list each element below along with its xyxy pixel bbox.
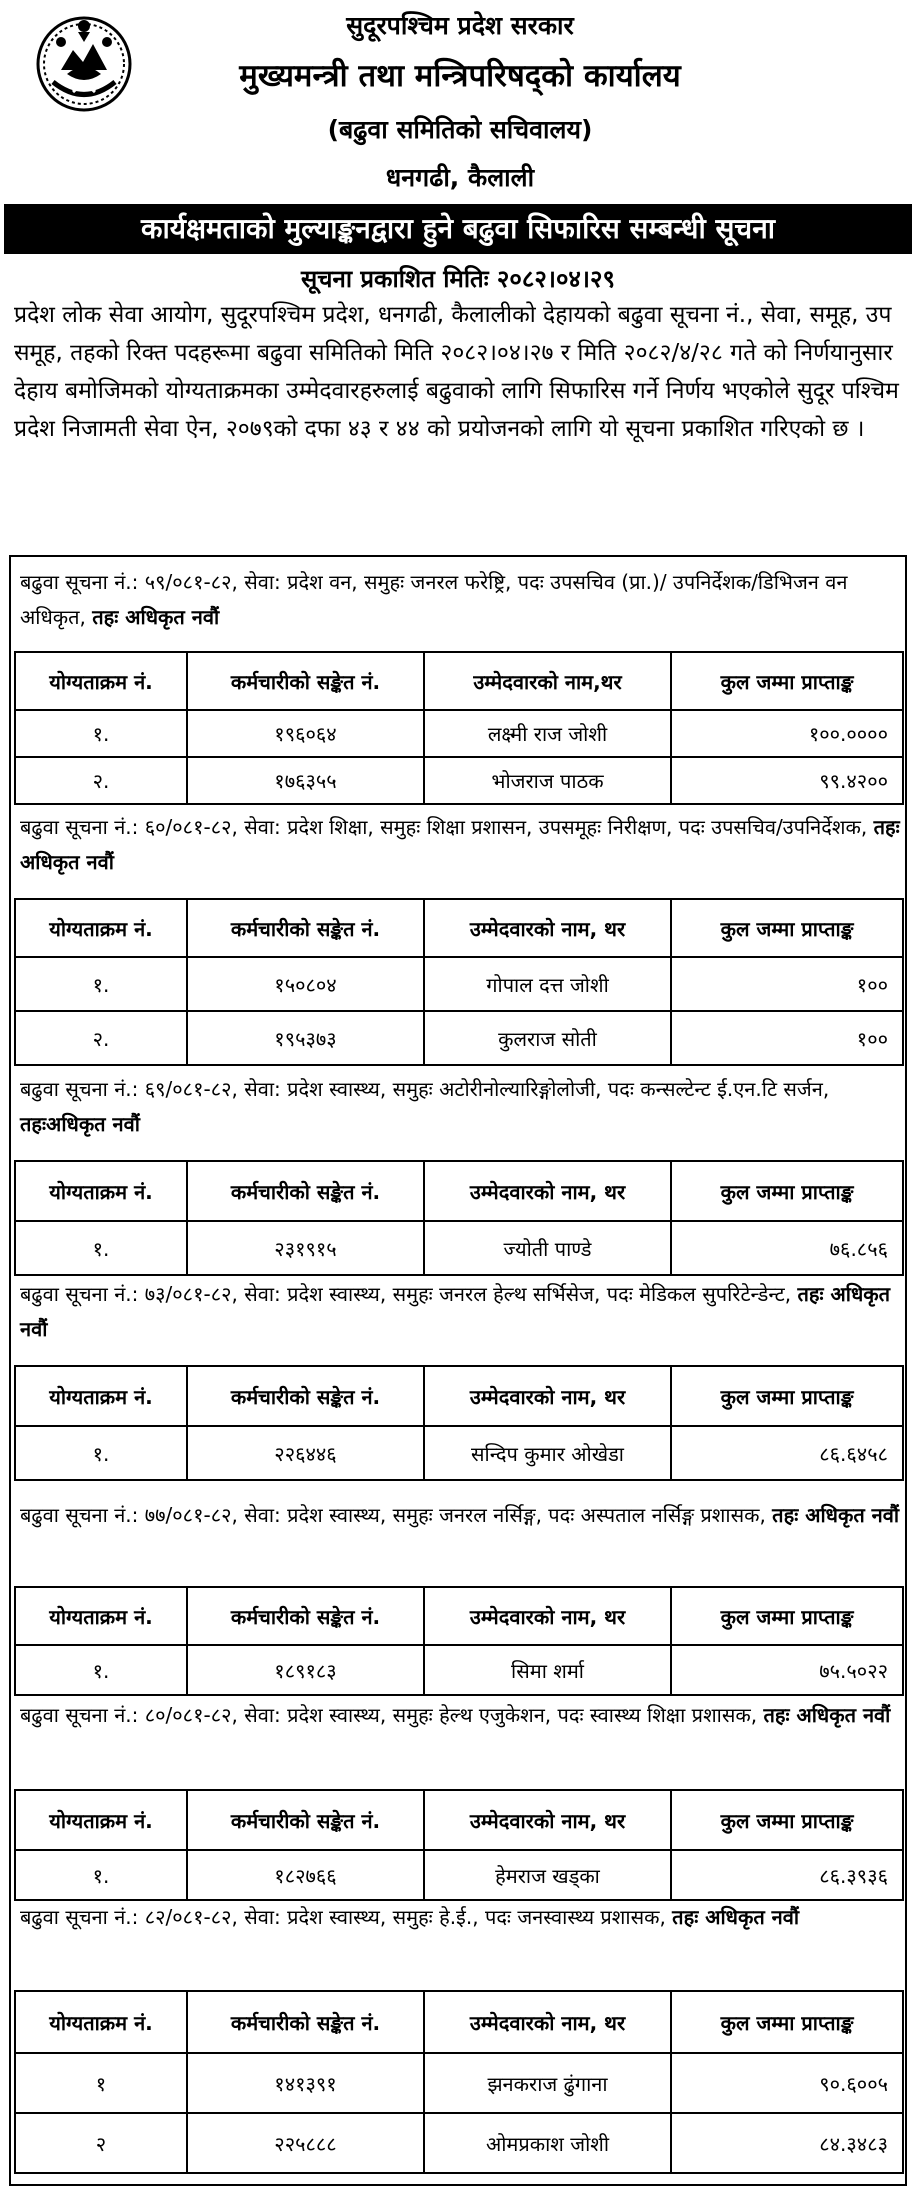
notice-title: कार्यक्षमताको मुल्याङ्कनद्वारा हुने बढुवा सिफारिस सम्बन्धी सूचना — [4, 204, 912, 254]
table-row — [15, 1426, 903, 1480]
column-header: उम्मेदवारको नाम, थर — [424, 1366, 671, 1426]
table-header-row — [15, 1366, 903, 1426]
column-header: उम्मेदवारको नाम, थर — [424, 1161, 671, 1221]
notice-description — [20, 1072, 900, 1142]
column-header: योग्यताक्रम नं. — [15, 1790, 187, 1850]
rank-cell: १. — [15, 1221, 187, 1275]
table-header-row — [15, 1790, 903, 1850]
column-header: योग्यताक्रम नं. — [15, 899, 187, 957]
candidate-name-cell: झनकराज ढुंगाना — [424, 2053, 671, 2113]
rank-cell: १ — [15, 2053, 187, 2113]
employee-code-cell: २३१९१५ — [187, 1221, 424, 1275]
column-header: कर्मचारीको सङ्केत नं. — [187, 1587, 424, 1645]
employee-code-cell: १८२७६६ — [187, 1850, 424, 1900]
column-header: उम्मेदवारको नाम, थर — [424, 899, 671, 957]
notice-description — [20, 1277, 900, 1347]
table-header-row — [15, 1587, 903, 1645]
total-score-cell: ८६.३९३६ — [671, 1850, 903, 1900]
candidate-name-cell: लक्ष्मी राज जोशी — [424, 710, 671, 757]
notice-details: बढुवा सूचना नं.: ८०/०८१-८२, सेवा: प्रदेश स्वास्थ्य, समुहः हेल्थ एजुकेशन, पदः स्वास्थ्य शिक्षा प्रशासक, — [20, 1703, 758, 1727]
column-header: कुल जम्मा प्राप्ताङ्क — [671, 1991, 903, 2053]
notice-description — [20, 1900, 900, 1935]
column-header: उम्मेदवारको नाम, थर — [424, 1587, 671, 1645]
employee-code-cell: १९५३७३ — [187, 1011, 424, 1065]
total-score-cell: ७५.५०२२ — [671, 1645, 903, 1695]
total-score-cell: १००.०००० — [671, 710, 903, 757]
rank-cell: १. — [15, 1645, 187, 1695]
employee-code-cell: २२६४४६ — [187, 1426, 424, 1480]
candidate-name-cell: गोपाल दत्त जोशी — [424, 957, 671, 1011]
employee-code-cell: १४१३९१ — [187, 2053, 424, 2113]
rank-cell: १. — [15, 1850, 187, 1900]
column-header: योग्यताक्रम नं. — [15, 1366, 187, 1426]
employee-code-cell: १८९१८३ — [187, 1645, 424, 1695]
rank-cell: २. — [15, 1011, 187, 1065]
table-row — [15, 1645, 903, 1695]
total-score-cell: ७६.८५६ — [671, 1221, 903, 1275]
table-row — [15, 2113, 903, 2173]
table-row — [15, 757, 903, 804]
column-header: उम्मेदवारको नाम, थर — [424, 1991, 671, 2053]
rank-cell: २. — [15, 757, 187, 804]
candidate-name-cell: भोजराज पाठक — [424, 757, 671, 804]
notice-details: बढुवा सूचना नं.: ८२/०८१-८२, सेवा: प्रदेश स्वास्थ्य, समुहः हे.ई., पदः जनस्वास्थ्य प्रशासक, — [20, 1905, 666, 1929]
employee-code-cell: १९६०६४ — [187, 710, 424, 757]
candidate-name-cell: कुलराज सोती — [424, 1011, 671, 1065]
column-header: कर्मचारीको सङ्केत नं. — [187, 899, 424, 957]
table-row — [15, 957, 903, 1011]
column-header: कुल जम्मा प्राप्ताङ्क — [671, 1366, 903, 1426]
candidate-name-cell: ओमप्रकाश जोशी — [424, 2113, 671, 2173]
employee-code-cell: १५०८०४ — [187, 957, 424, 1011]
candidate-table — [14, 1990, 904, 2174]
notice-level: तहः अधिकृत नवौं — [672, 1905, 800, 1929]
total-score-cell: ८६.६४५८ — [671, 1426, 903, 1480]
office-name: मुख्यमन्त्री तथा मन्त्रिपरिषद्को कार्यालय — [239, 58, 681, 94]
employee-code-cell: २२५८८८ — [187, 2113, 424, 2173]
column-header: कुल जम्मा प्राप्ताङ्क — [671, 1790, 903, 1850]
office-location: धनगढी, कैलाली — [385, 163, 535, 192]
candidate-table — [14, 898, 904, 1066]
candidate-table — [14, 1365, 904, 1481]
rank-cell: १. — [15, 1426, 187, 1480]
table-row — [15, 1221, 903, 1275]
column-header: कुल जम्मा प्राप्ताङ्क — [671, 899, 903, 957]
column-header: योग्यताक्रम नं. — [15, 1587, 187, 1645]
column-header: योग्यताक्रम नं. — [15, 1161, 187, 1221]
table-row — [15, 1011, 903, 1065]
total-score-cell: ९०.६००५ — [671, 2053, 903, 2113]
col-rank: योग्यताक्रम नं. — [15, 652, 187, 710]
notice-details: बढुवा सूचना नं.: ७७/०८१-८२, सेवा: प्रदेश स्वास्थ्य, समुहः जनरल नर्सिङ्ग, पदः अस्पताल नर्सिङ्ग प्रशासक, — [20, 1503, 766, 1527]
notice-description — [20, 1498, 900, 1533]
notice-level: तहः अधिकृत नवौं — [20, 1282, 891, 1341]
rank-cell: २ — [15, 2113, 187, 2173]
intro-paragraph: प्रदेश लोक सेवा आयोग, सुदूरपश्चिम प्रदेश, धनगढी, कैलालीको देहायको बढुवा सूचना नं., सेवा, समूह, उप समूह, तहको रिक्त पदहरूमा बढुवा समितिको मिति २०८२।०४।२७ र मिति २०८२/४/२८ गते को निर्णयानुसार देहाय बमोजिमको योग्यताक्रमका उम्मेदवारहरुलाई बढुवाको लागि सिफारिस गर्ने निर्णय भएकोले सुदूर पश्चिम प्रदेश निजामती सेवा ऐन, २०७९को दफा ४३ र ४४ को प्रयोजनको लागि यो सूचना प्रकाशित गरिएको छ । — [14, 302, 899, 442]
notice-level: तहःअधिकृत नवौं — [20, 1112, 140, 1136]
table-header-row — [15, 652, 903, 710]
candidate-name-cell: सन्दिप कुमार ओखेडा — [424, 1426, 671, 1480]
notice-details: बढुवा सूचना नं.: ६९/०८१-८२, सेवा: प्रदेश स्वास्थ्य, समुहः अटोरीनोल्यारिङ्गोलोजी, पदः कन्सल्टेन्ट ई.एन.टि सर्जन, — [20, 1077, 830, 1101]
notice-level: तहः अधिकृत नवौं — [92, 605, 220, 629]
total-score-cell: ८४.३४८३ — [671, 2113, 903, 2173]
table-header-row — [15, 1991, 903, 2053]
published-date: सूचना प्रकाशित मितिः २०८२।०४।२९ — [301, 265, 615, 293]
column-header: कुल जम्मा प्राप्ताङ्क — [671, 1587, 903, 1645]
notice-details: बढुवा सूचना नं.: ५९/०८१-८२, सेवा: प्रदेश वन, समुहः जनरल फरेष्ट्रि, पदः उपसचिव (प्रा.)/ उपनिर्देशक/डिभिजन वन अधिकृत, — [20, 570, 848, 629]
table-row — [15, 710, 903, 757]
col-name: उम्मेदवारको नाम,थर — [424, 652, 671, 710]
rank-cell: १. — [15, 710, 187, 757]
candidate-table — [14, 1586, 904, 1696]
candidate-table — [14, 651, 904, 805]
candidate-name-cell: ज्योती पाण्डे — [424, 1221, 671, 1275]
total-score-cell: ९९.४२०० — [671, 757, 903, 804]
table-row — [15, 1850, 903, 1900]
table-header-row — [15, 1161, 903, 1221]
column-header: कर्मचारीको सङ्केत नं. — [187, 1991, 424, 2053]
notice-description — [20, 1698, 900, 1733]
column-header: उम्मेदवारको नाम, थर — [424, 1790, 671, 1850]
notice-details: बढुवा सूचना नं.: ७३/०८१-८२, सेवा: प्रदेश स्वास्थ्य, समुहः जनरल हेल्थ सर्भिसेज, पदः मेडिकल सुपरिटेन्डेन्ट, — [20, 1282, 792, 1306]
candidate-table — [14, 1160, 904, 1276]
col-score: कुल जम्मा प्राप्ताङ्क — [671, 652, 903, 710]
notice-details: बढुवा सूचना नं.: ६०/०८१-८२, सेवा: प्रदेश शिक्षा, समुहः शिक्षा प्रशासन, उपसमूहः निरीक्षण, पदः उपसचिव/उपनिर्देशक, — [20, 815, 868, 839]
nepal-emblem-icon — [33, 12, 135, 114]
candidate-name-cell: हेमराज खड्का — [424, 1850, 671, 1900]
rank-cell: १. — [15, 957, 187, 1011]
total-score-cell: १०० — [671, 1011, 903, 1065]
table-row — [15, 2053, 903, 2113]
employee-code-cell: १७६३५५ — [187, 757, 424, 804]
column-header: कुल जम्मा प्राप्ताङ्क — [671, 1161, 903, 1221]
candidate-name-cell: सिमा शर्मा — [424, 1645, 671, 1695]
government-name: सुदूरपश्चिम प्रदेश सरकार — [346, 11, 574, 40]
column-header: कर्मचारीको सङ्केत नं. — [187, 1161, 424, 1221]
notice-level: तहः अधिकृत नवौं — [763, 1703, 891, 1727]
table-header-row — [15, 899, 903, 957]
column-header: कर्मचारीको सङ्केत नं. — [187, 1790, 424, 1850]
notice-level: तहः अधिकृत नवौं — [20, 815, 900, 874]
candidate-table — [14, 1789, 904, 1901]
column-header: योग्यताक्रम नं. — [15, 1991, 187, 2053]
notice-description — [20, 810, 900, 880]
secretariat-name: (बढुवा समितिको सचिवालय) — [327, 115, 593, 144]
col-code: कर्मचारीको सङ्केत नं. — [187, 652, 424, 710]
notice-description — [20, 565, 900, 635]
notice-level: तहः अधिकृत नवौं — [772, 1503, 900, 1527]
total-score-cell: १०० — [671, 957, 903, 1011]
column-header: कर्मचारीको सङ्केत नं. — [187, 1366, 424, 1426]
